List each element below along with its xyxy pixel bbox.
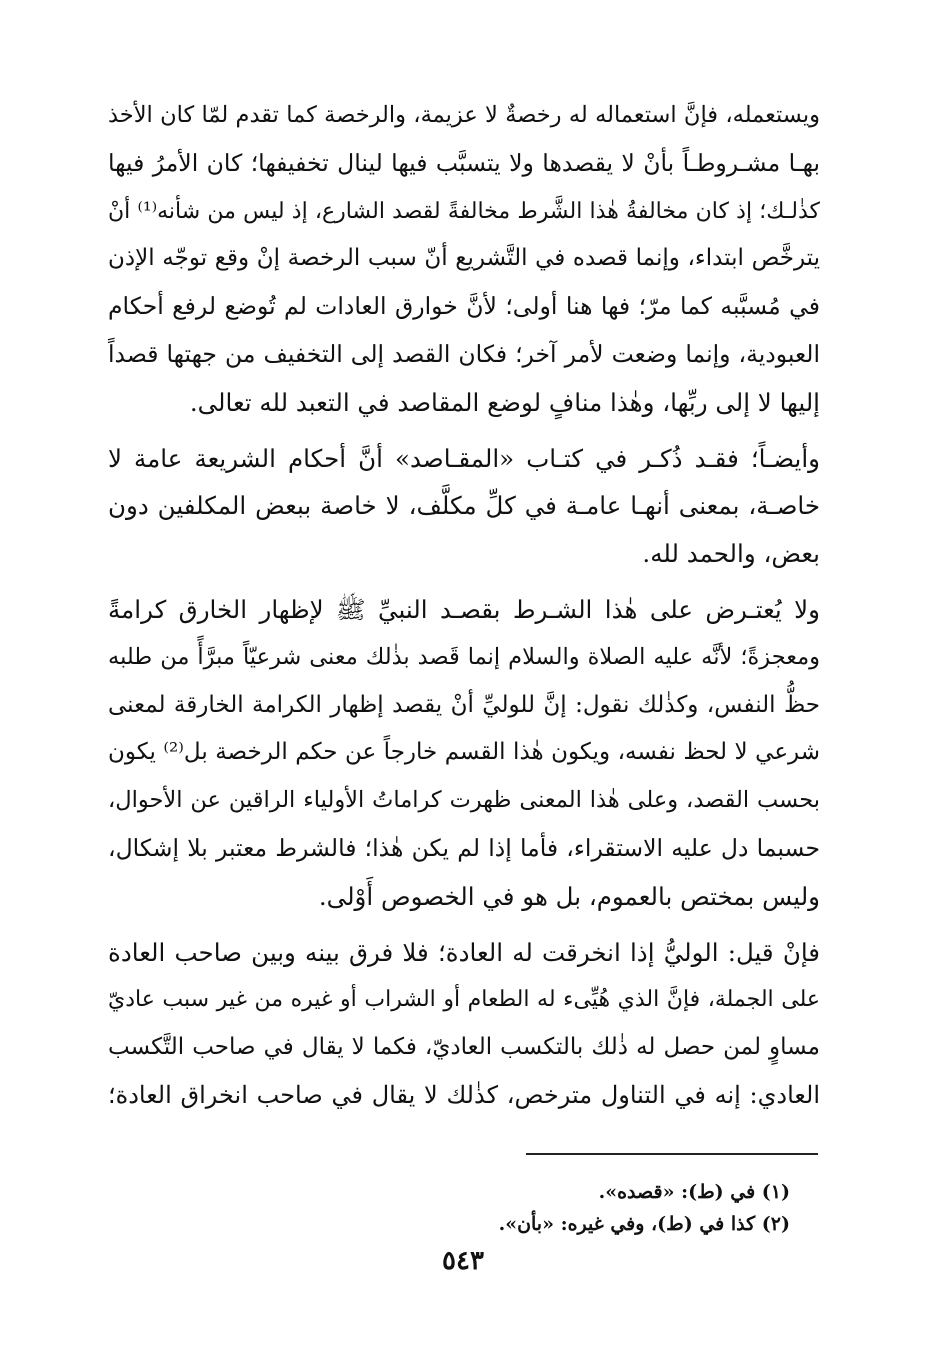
text-line: في مُسبَّبه كما مرّ؛ فها هنا أولى؛ لأنَّ خوارق العادات لم تُوضع لرفع أحكام xyxy=(108,292,820,321)
text-line: بهـا مشـروطـاً بأنْ لا يقصدها ولا يتسبَّب فيها لينال تخفيفها؛ كان الأمرُ فيها xyxy=(108,148,820,177)
text-line: ويستعمله، فإنَّ استعماله له رخصةٌ لا عزيمة، والرخصة كما تقدم لمّا كان الأخذ xyxy=(108,102,820,128)
text-line: خاصـة، بمعنى أنهـا عامـة في كلِّ مكلَّف، لا خاصة ببعض المكلفين دون xyxy=(108,491,820,521)
text-line: حسبما دل عليه الاستقراء، فأما إذا لم يكن هٰذا؛ فالشرط معتبر بلا إشكال، xyxy=(108,833,820,862)
text-line: على الجملة، فإنَّ الذي هُيِّىء له الطعام أو الشراب أو غيره من غير سبب عاديّ xyxy=(108,987,820,1013)
text-line: مساوٍ لمن حصل له ذٰلك بالتكسب العاديّ، فكما لا يقال في صاحب التَّكسب xyxy=(108,1034,820,1061)
paragraph-2 xyxy=(108,435,820,578)
text-line: العبودية، وإنما وضعت لأمر آخر؛ فكان القصد إلى التخفيف من جهتها قصداً xyxy=(108,339,820,368)
text-line: ولا يُعتـرض على هٰذا الشـرط بقصـد النبيِّ ﷺ لإظهار الخارق كرامةً xyxy=(108,594,820,624)
footnotes xyxy=(499,1176,790,1240)
paragraph-1 xyxy=(108,92,820,427)
text-line: العادي: إنه في التناول مترخص، كذٰلك لا يقال في صاحب انخراق العادة؛ xyxy=(108,1080,820,1109)
text-line: يترخَّص ابتداء، وإنما قصده في التَّشريع أنّ سبب الرخصة إنْ وقع توجّه الإذن xyxy=(108,245,820,272)
page-number: ٥٤٣ xyxy=(442,1246,484,1276)
paragraph-4 xyxy=(108,929,820,1120)
text-line: حظُّ النفس، وكذٰلك نقول: إنَّ للوليِّ أنْ يقصد إظهار الكرامة الخارقة لمعنى xyxy=(108,691,820,718)
text-line: كذٰلـك؛ إذ كان مخالفةُ هٰذا الشَّرط مخالفةً لقصد الشارع، إذ ليس من شأنه⁽¹⁾ أنْ xyxy=(108,198,820,224)
text-line: بعض، والحمد لله. xyxy=(642,539,820,569)
text-line: بحسب القصد، وعلى هٰذا المعنى ظهرت كراماتُ الأولياء الراقين عن الأحوال، xyxy=(108,787,820,814)
text-line: فإنْ قيل: الوليُّ إذا انخرقت له العادة؛ فلا فرق بينه وبين صاحب العادة xyxy=(108,937,820,967)
footnote-separator xyxy=(526,1153,818,1155)
paragraph-3 xyxy=(108,586,820,921)
text-line: وأيضـاً؛ فقـد ذُكـر في كتـاب «المقـاصد» أنَّ أحكام الشريعة عامة لا xyxy=(108,443,820,473)
text-line: وليس بمختص بالعموم، بل هو في الخصوص أَوْلى. xyxy=(318,881,820,911)
footnote-2: (٢) كذا في (ط)، وفي غيره: «بأن». xyxy=(498,1213,790,1235)
text-line: شرعي لا لحظ نفسه، ويكون هٰذا القسم خارجاً عن حكم الرخصة بل⁽²⁾ يكون xyxy=(108,739,821,766)
text-line: إليها لا إلى ربِّها، وهٰذا منافٍ لوضع المقاصد في التعبد لله تعالى. xyxy=(189,387,820,417)
footnote-1: (١) في (ط): «قصده». xyxy=(598,1181,790,1203)
text-line: ومعجزةً؛ لأنَّه عليه الصلاة والسلام إنما قَصد بذٰلك معنى شرعيّاً مبرَّأً من طلبه xyxy=(108,643,820,670)
